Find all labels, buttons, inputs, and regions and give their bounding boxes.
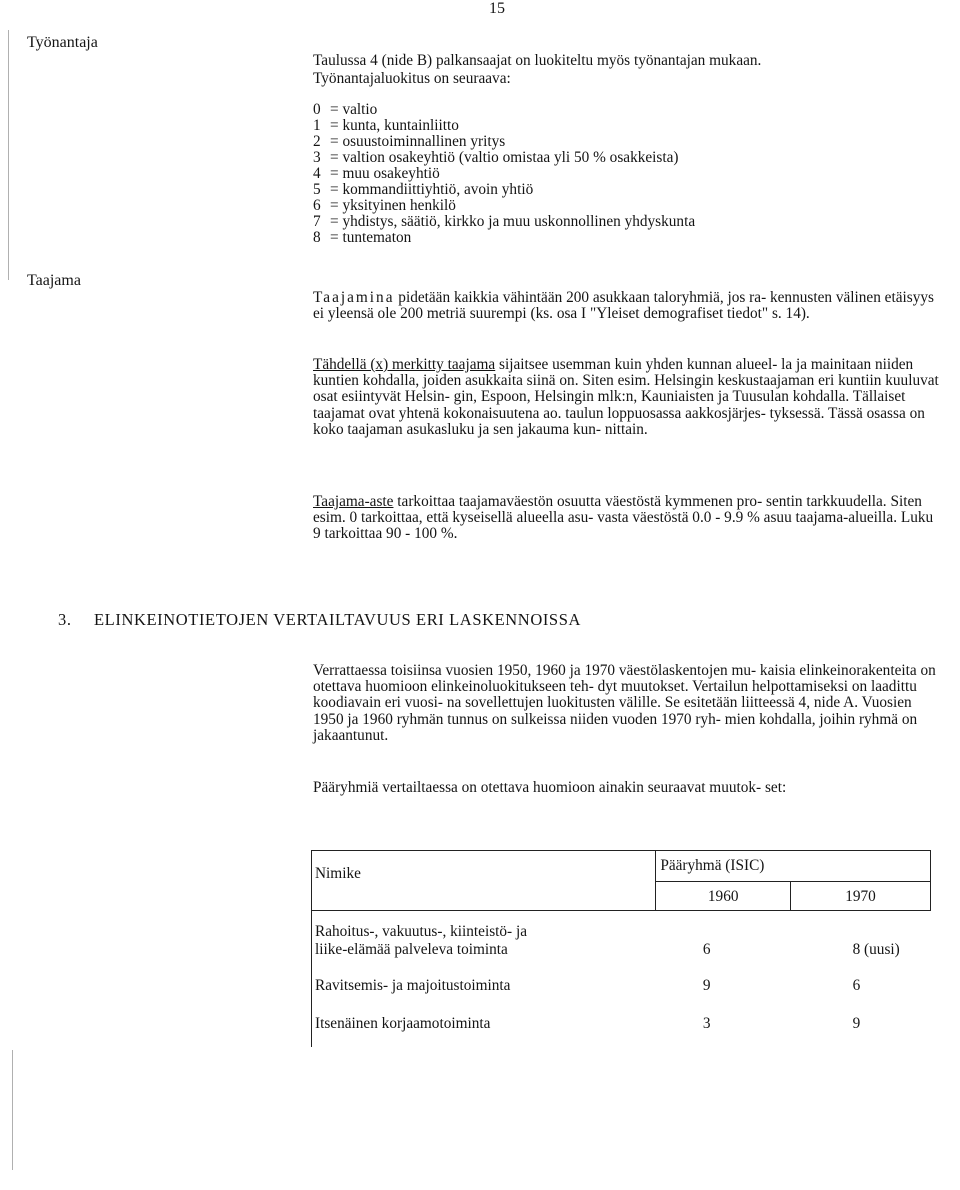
margin-label-urban-area: Taajama [27, 272, 81, 289]
list-item-label: = valtio [330, 101, 378, 118]
row-name-line-2: liike-elämää palveleva toiminta [315, 941, 508, 958]
term-taajama-aste: Taajama-aste [313, 493, 394, 510]
list-item [313, 230, 411, 246]
category-change-table [311, 850, 931, 1047]
scan-edge-mark [8, 30, 9, 280]
table-cell-name: Itsenäinen korjaamotoiminta [312, 995, 656, 1047]
table-cell-1960: 3 [702, 1015, 711, 1032]
paragraph-text: sijaitsee usemman kuin yhden kunnan alueel- la ja mainitaan niiden kuntien kohdalla, joiden asukkaita siinä on. Siten esim. Helsingin keskustaajaman eri kuntiin kuuluvat osat esiintyvät Helsin- gin, Espoon, Helsingin mlk:n, Kauniaisten ja Tuusulan kohdalla. Tällaiset taajamat ovat yhtenä kokonaisuutena ao. taulun loppuosassa aakkosjärjes- tyksessä. Tässä osassa on koko taajaman asukasluku ja sen jakauma kun- nittain. [313, 356, 939, 438]
employer-intro-line-1: Taulussa 4 (nide B) palkansaajat on luokiteltu myös työnantajan mukaan. [313, 52, 762, 69]
list-item [313, 134, 505, 150]
list-item [313, 166, 440, 182]
table-row [312, 959, 931, 995]
header-year-1970: 1970 [791, 882, 931, 911]
list-item [313, 118, 459, 134]
list-item-code: 4 [313, 165, 321, 182]
term-starred-urban-area: Tähdellä (x) merkitty taajama [313, 356, 496, 373]
list-item-code: 6 [313, 197, 321, 214]
list-item-code: 1 [313, 117, 321, 134]
section3-paragraph-1: Verrattaessa toisiinsa vuosien 1950, 1960 ja 1970 väestölaskentojen mu- kaisia elinkeinorakenteita on otettava huomioon elinkeinoluokitukseen teh- dyt muutokset. Vertailun helpottamiseksi on laadittu koodiavain eri vuosi- na sovellettujen luokitusten välille. Se esitetään liitteessä 4, nide A. Vuosien 1950 ja 1960 ryhmän tunnus on sulkeissa niiden vuoden 1970 ryh- mien kohdalla, joihin ryhmä on jakaantunut. [313, 662, 936, 744]
list-item-label: = kommandiittiyhtiö, avoin yhtiö [330, 181, 534, 198]
list-item-label: = yksityinen henkilö [330, 197, 456, 214]
list-item-label: = osuustoiminnallinen yritys [330, 133, 506, 150]
list-item-code: 8 [313, 229, 321, 246]
header-group [656, 851, 931, 882]
list-item-label: = tuntematon [330, 229, 412, 246]
header-year-1960: 1960 [656, 882, 791, 911]
list-item [313, 214, 695, 230]
table-header-row [312, 851, 931, 882]
list-item-label: = yhdistys, säätiö, kirkko ja muu uskonnollinen yhdyskunta [330, 213, 696, 230]
header-name [312, 851, 656, 911]
urban-paragraph-definition [313, 290, 946, 322]
urban-paragraph-degree [313, 494, 938, 543]
urban-paragraph-starred [313, 357, 946, 438]
header-name-label: Nimike [315, 865, 361, 882]
list-item-code: 3 [313, 149, 321, 166]
table-row [312, 911, 931, 960]
page-number: 15 [489, 0, 505, 17]
table-row [312, 995, 931, 1047]
margin-label-employer: Työnantaja [27, 34, 98, 51]
list-item [313, 182, 533, 198]
list-item-label: = muu osakeyhtiö [330, 165, 440, 182]
list-item [313, 198, 456, 214]
list-item-code: 7 [313, 213, 321, 230]
table-cell-1970: 9 [852, 1015, 861, 1032]
list-item-code: 0 [313, 101, 321, 118]
section3-paragraph-2: Pääryhmiä vertailtaessa on otettava huomioon ainakin seuraavat muutok- set: [313, 779, 787, 796]
term-taajamina: Taajamina [313, 289, 395, 306]
section-number: 3. [58, 610, 72, 629]
list-item-code: 2 [313, 133, 321, 150]
employer-intro-line-2: Työnantajaluokitus on seuraava: [313, 70, 511, 87]
header-group-label: Pääryhmä (ISIC) [660, 857, 765, 874]
paragraph-text: tarkoittaa taajamaväestön osuutta väestöstä kymmenen pro- sentin tarkkuudella. Siten esim. 0 tarkoittaa, että kyseisellä alueella asu- vasta väestöstä 0.0 - 9.9 % asuu taajama-alueilla. Luku 9 tarkoittaa 90 - 100 %. [313, 493, 934, 543]
list-item [313, 150, 679, 166]
paragraph-text: pidetään kaikkia vähintään 200 asukkaan taloryhmiä, jos ra- kennusten välinen etäisyys ei yleensä ole 200 metriä suurempi (ks. osa I "Yleiset demografiset tiedot" s. 14). [313, 289, 934, 323]
list-item [313, 102, 377, 118]
list-item-label: = kunta, kuntainliitto [330, 117, 459, 134]
list-item-label: = valtion osakeyhtiö (valtio omistaa yli 50 % osakkeista) [330, 149, 679, 166]
table-cell-name [312, 911, 656, 960]
scan-edge-mark [12, 1050, 13, 1170]
table-cell-1970: 6 [852, 977, 861, 994]
table-cell-name: Ravitsemis- ja majoitustoiminta [312, 959, 656, 995]
table-cell-1960: 9 [702, 977, 711, 994]
table-cell-1960: 6 [702, 941, 711, 958]
list-item-code: 5 [313, 181, 321, 198]
section-title: ELINKEINOTIETOJEN VERTAILTAVUUS ERI LASKENNOISSA [94, 610, 581, 629]
table-cell-1970: 8 (uusi) [852, 941, 900, 958]
row-name-line-1: Rahoitus-, vakuutus-, kiinteistö- ja [315, 923, 528, 940]
